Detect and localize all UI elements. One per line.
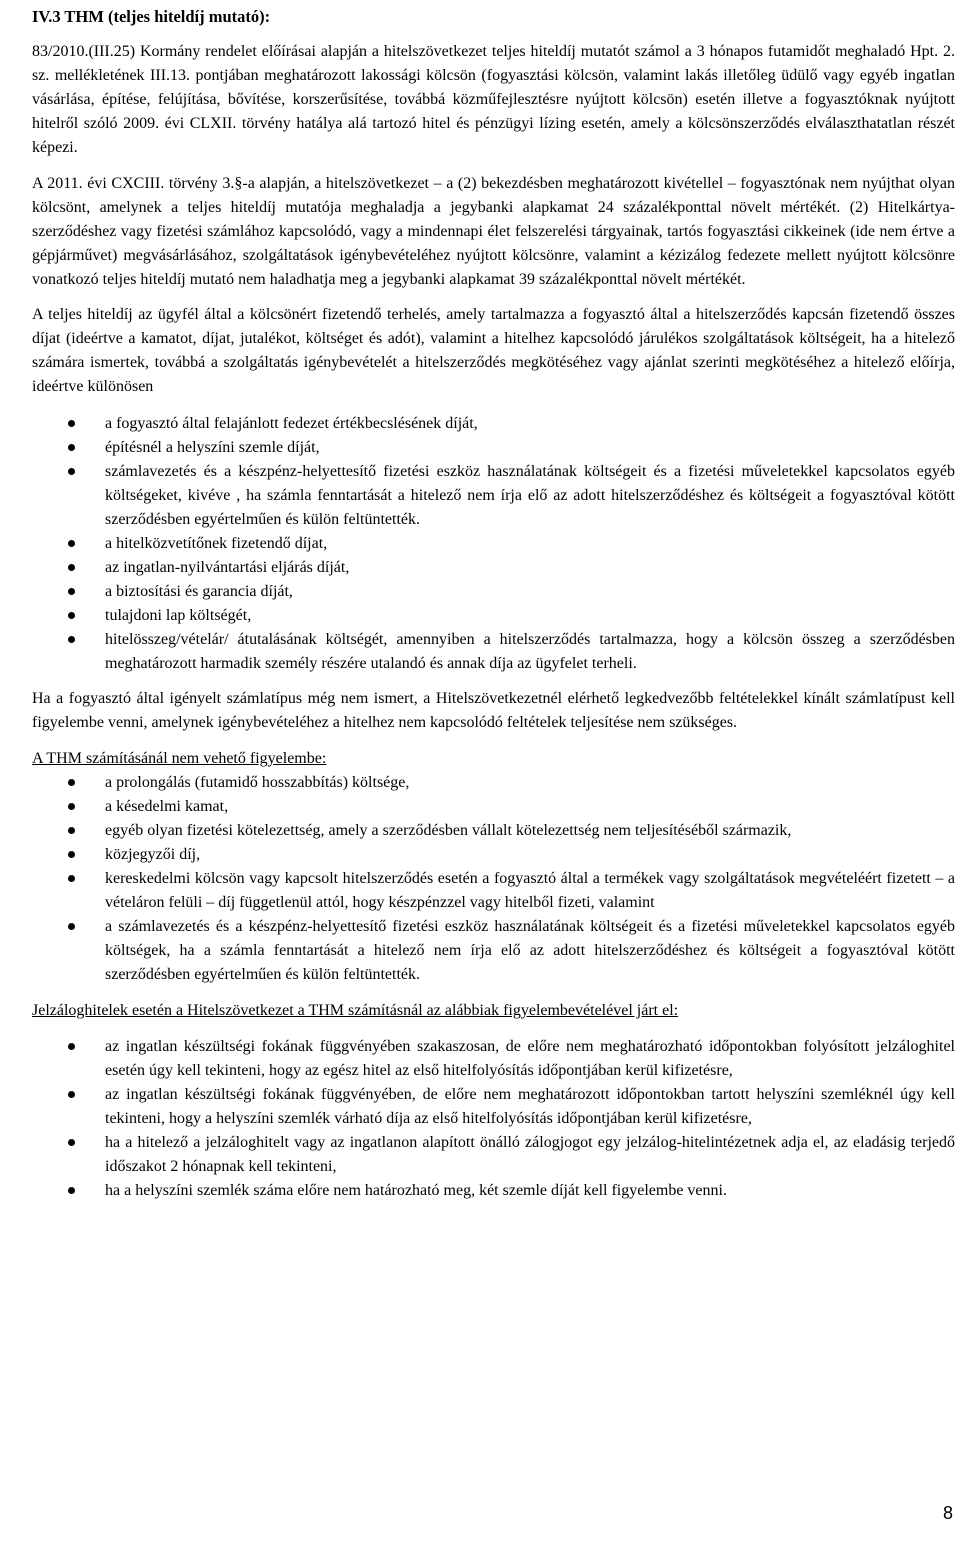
- list-item: az ingatlan készültségi fokának függvényében, de előre nem meghatározott időpontokban tartott helyszíni szemléknél úgy kell tekinteni, hogy a helyszíni szemlék várható díja az első hitelfolyósítás időpontjában kerül kifizetésre,: [32, 1083, 955, 1131]
- list-item: a hitelközvetítőnek fizetendő díjat,: [32, 532, 955, 556]
- bullet-icon: [68, 564, 75, 571]
- list-item: számlavezetés és a készpénz-helyettesítő fizetési eszköz használatának költségeit és a fizetési műveletekkel kapcsolatos egyéb költségeket, kivéve , ha számla fenntartását a hitelező nem írja elő az adott hitelszerződéshez és költségeit a fogyasztóval kötött szerződésben egyértelműen és külön feltüntették.: [32, 460, 955, 532]
- paragraph-total-cost: A teljes hiteldíj az ügyfél által a kölcsönért fizetendő terhelés, amely tartalmazza a fogyasztó által a hitelszerződés kapcsán fizetendő összes díjat (ideértve a kamatot, díjat, jutalékot, költséget és adót), valamint a hitelhez kapcsolódó járulékos szolgáltatások költségeit, ha a hitelező számára ismertek, továbbá a szolgáltatás igénybevételét a hitelszerződés megkötéséhez vagy ajánlat szerinti megkötéséhez a hitelező előírja, ideértve különösen: [32, 306, 955, 395]
- bullet-icon: [68, 1139, 75, 1146]
- list-item: a prolongálás (futamidő hosszabbítás) költsége,: [32, 771, 955, 795]
- bullet-icon: [68, 803, 75, 810]
- excluded-costs-list: [32, 771, 955, 987]
- excluded-heading: A THM számításánál nem vehető figyelembe:: [32, 750, 327, 767]
- bullet-icon: [68, 468, 75, 475]
- list-item: az ingatlan-nyilvántartási eljárás díját,: [32, 556, 955, 580]
- paragraph-regulation: 83/2010.(III.25) Kormány rendelet előírásai alapján a hitelszövetkezet teljes hiteldíj mutatót számol a 3 hónapos futamidőt meghaladó Hpt. 2. sz. mellékletének III.13. pontjában meghatározott lakossági kölcsön (fogyasztási kölcsön, valamint lakás illetőleg üdülő vagy egyéb ingatlan vásárlása, építése, felújítása, bővítése, korszerűsítése, továbbá közműfejlesztésre nyújtott kölcsön) esetén illetve a fogyasztóknak nyújtott hitelről szóló 2009. évi CLXII. törvény hatálya alá tartozó hitel és pénzügyi lízing esetén, amely a kölcsönszerződés elválaszthatatlan részét képezi.: [32, 43, 955, 156]
- paragraph-law-limit: A 2011. évi CXCIII. törvény 3.§-a alapján, a hitelszövetkezet – a (2) bekezdésben meghatározott kivétellel – fogyasztónak nem nyújthat olyan kölcsönt, amelynek a teljes hiteldíj mutatója meghaladja a jegybanki alapkamat 24 százalékponttal növelt mértékét. (2) Hitelkártya-szerződéshez vagy fizetési számlához kapcsolódó, vagy a mindennapi élet felszerelési tárgyainak, tartós fogyasztási cikkeinek (ide nem értve a gépjárművet) megvásárlásához, szolgáltatások igénybevételéhez nyújtott kölcsönre, valamint a kézizálog fedezete mellett nyújtott kölcsönre vonatkozó teljes hiteldíj mutató nem haladhatja meg a jegybanki alapkamat 39 százalékponttal növelt mértékét.: [32, 175, 955, 288]
- page-number: 8: [942, 1503, 953, 1523]
- list-item: közjegyzői díj,: [32, 843, 955, 867]
- bullet-icon: [68, 1187, 75, 1194]
- list-item: a fogyasztó által felajánlott fedezet értékbecslésének díját,: [32, 412, 955, 436]
- list-item: az ingatlan készültségi fokának függvényében szakaszosan, de előre nem meghatározható időpontokban folyósított jelzáloghitel esetén úgy kell tekinteni, hogy az egész hitel az első hitelfolyósítás időpontjában kerül kifizetésre,: [32, 1035, 955, 1083]
- bullet-icon: [68, 1091, 75, 1098]
- mortgage-heading: Jelzáloghitelek esetén a Hitelszövetkezet a THM számításnál az alábbiak figyelembevételével járt el:: [32, 1002, 679, 1019]
- list-item: ha a helyszíni szemlék száma előre nem határozható meg, két szemle díját kell figyelembe venni.: [32, 1179, 955, 1203]
- bullet-icon: [68, 588, 75, 595]
- included-costs-list: [32, 412, 955, 676]
- bullet-icon: [68, 827, 75, 834]
- paragraph-account-type: Ha a fogyasztó által igényelt számlatípus még nem ismert, a Hitelszövetkezetnél elérhető legkedvezőbb feltételekkel kínált számlatípust kell figyelembe venni, amelynek igénybevételéhez a hitelhez nem kapcsolódó feltételek teljesítése nem szükséges.: [32, 690, 955, 731]
- list-item: építésnél a helyszíni szemle díját,: [32, 436, 955, 460]
- bullet-icon: [68, 779, 75, 786]
- list-item: ha a hitelező a jelzáloghitelt vagy az ingatlanon alapított önálló zálogjogot egy jelzálog-hitelintézetnek adja el, az eladásig terjedő időszakot 2 hónapnak kell tekinteni,: [32, 1131, 955, 1179]
- document-page: [32, 0, 955, 1203]
- bullet-icon: [68, 444, 75, 451]
- list-item: tulajdoni lap költségét,: [32, 604, 955, 628]
- bullet-icon: [68, 612, 75, 619]
- bullet-icon: [68, 540, 75, 547]
- section-heading: IV.3 THM (teljes hiteldíj mutató):: [32, 7, 271, 26]
- bullet-icon: [68, 636, 75, 643]
- list-item: a késedelmi kamat,: [32, 795, 955, 819]
- list-item: kereskedelmi kölcsön vagy kapcsolt hitelszerződés esetén a fogyasztó által a termékek vagy szolgáltatások megvételéért fizetett – a vételáron felüli – díj függetlenül attól, hogy készpénzzel vagy hitelből fizeti, valamint: [32, 867, 955, 915]
- bullet-icon: [68, 923, 75, 930]
- bullet-icon: [68, 420, 75, 427]
- mortgage-list: [32, 1035, 955, 1203]
- list-item: a biztosítási és garancia díját,: [32, 580, 955, 604]
- list-item: hitelösszeg/vételár/ átutalásának költségét, amennyiben a hitelszerződés tartalmazza, hogy a kölcsön összeg a szerződésben meghatározott harmadik személy részére utalandó és annak díja az ügyfelet terheli.: [32, 628, 955, 676]
- bullet-icon: [68, 851, 75, 858]
- list-item: a számlavezetés és a készpénz-helyettesítő fizetési eszköz használatának költségeit és a fizetési műveletekkel kapcsolatos egyéb költségek, ha a számla fenntartását a hitelező nem írja elő az adott hitelszerződéshez és költségeit a fogyasztóval kötött szerződésben egyértelműen és külön feltüntették.: [32, 915, 955, 987]
- bullet-icon: [68, 875, 75, 882]
- list-item: egyéb olyan fizetési kötelezettség, amely a szerződésben vállalt kötelezettség nem teljesítéséből származik,: [32, 819, 955, 843]
- bullet-icon: [68, 1043, 75, 1050]
